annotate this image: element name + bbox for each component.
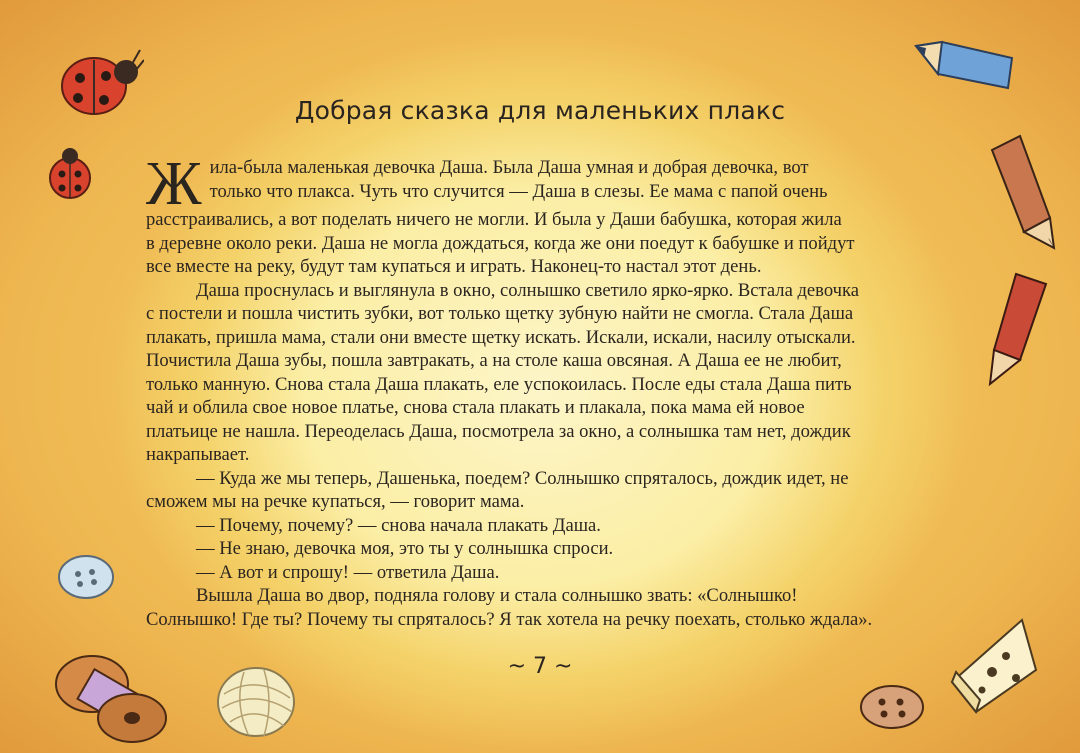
- text-line: только что плакса. Чуть что случится — Даша в слезы. Ее мама с папой очень: [209, 180, 828, 202]
- text-line: ила-была маленькая девочка Даша. Была Даша умная и добрая девочка, вот: [209, 157, 809, 178]
- text-line: плакать, пришла мама, стали они вместе щетку искать. Искали, искали, насилу отыскали.: [146, 326, 856, 348]
- text-line: Даша проснулась и выглянула в окно, солнышко светило ярко-ярко. Встала девочка: [196, 279, 860, 301]
- text-line: накрапывает.: [146, 444, 250, 465]
- pencil-icon: [912, 36, 1022, 96]
- text-line: Вышла Даша во двор, подняла голову и стала солнышко звать: «Солнышко!: [196, 585, 798, 606]
- text-line: сможем мы на речке купаться, — говорит мама.: [146, 491, 525, 512]
- pencil-icon: [980, 270, 1060, 390]
- text-line: чай и облила свое новое платье, снова стала плакать и плакала, пока мама ей новое: [146, 397, 805, 418]
- text-line: Почистила Даша зубы, пошла завтракать, а на столе каша овсяная. А Даша ее не любит,: [146, 350, 842, 371]
- button-icon: [858, 682, 926, 732]
- page-number: ~ 7 ~: [507, 654, 573, 679]
- text-line: Солнышко! Где ты? Почему ты спряталось? Я так хотела на речку поехать, столько ждала».: [146, 608, 873, 630]
- text-line: — А вот и спрошу! — ответила Даша.: [196, 561, 500, 583]
- button-icon: [56, 552, 116, 602]
- drop-cap: Ж: [146, 150, 202, 218]
- text-line: — Не знаю, девочка моя, это ты у солнышка спроси.: [196, 538, 614, 559]
- ladybug-icon: [40, 140, 100, 202]
- story-text: [146, 150, 966, 631]
- text-line: только манную. Снова стала Даша плакать, еле успокоилась. После еды стала Даша пить: [146, 373, 852, 395]
- page-title: Добрая сказка для маленьких плакс: [294, 96, 786, 125]
- text-line: в деревне около реки. Даша не могла дождаться, когда же они поедут к бабушке и пойдут: [146, 232, 855, 254]
- text-line: все вместе на реку, будут там купаться и играть. Наконец-то настал этот день.: [146, 256, 762, 277]
- pencil-icon: [984, 132, 1064, 252]
- text-line: расстраивались, а вот поделать ничего не могли. И была у Даши бабушка, которая жила: [146, 209, 842, 230]
- text-line: платьице не нашла. Переоделась Даша, посмотрела за окно, а солнышка там нет, дождик: [146, 420, 851, 442]
- text-line: — Почему, почему? — снова начала плакать Даша.: [196, 514, 601, 536]
- text-line: — Куда же мы теперь, Дашенька, поедем? Солнышко спряталось, дождик идет, не: [196, 467, 849, 489]
- text-line: с постели и пошла чистить зубки, вот только щетку зубную найти не смогла. Стала Даша: [146, 303, 854, 324]
